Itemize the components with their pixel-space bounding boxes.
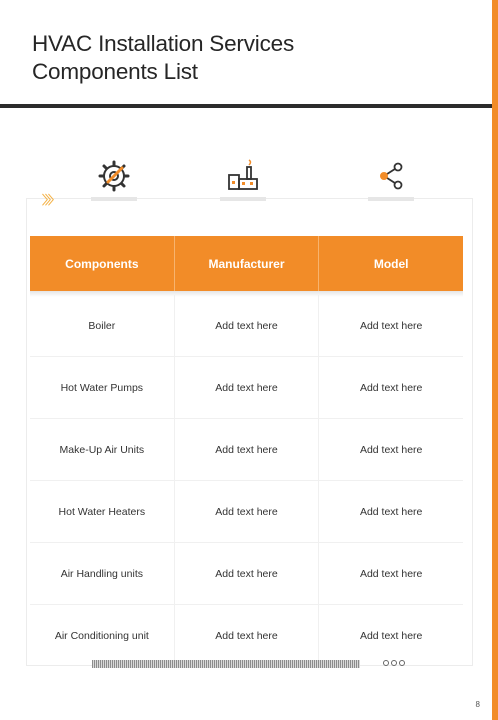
page-number: 8	[475, 700, 480, 709]
table-row	[30, 605, 463, 667]
table-header	[30, 236, 463, 291]
chevrons-icon: 〉〉〉	[42, 193, 58, 207]
manufacturer-cell: Add text here	[175, 419, 320, 480]
share-icon	[368, 157, 414, 201]
table-body	[30, 295, 463, 667]
table-row	[30, 295, 463, 357]
decorative-barcode-strip	[92, 660, 360, 668]
manufacturer-cell: Add text here	[175, 295, 320, 356]
table-row	[30, 543, 463, 605]
title-line-2: Components List	[32, 59, 198, 84]
accent-side-bar	[492, 0, 498, 720]
model-cell: Add text here	[359, 381, 423, 394]
header-components: Components	[30, 236, 175, 291]
manufacturer-cell: Add text here	[175, 543, 320, 604]
header-manufacturer: Manufacturer	[175, 236, 320, 291]
model-cell: Add text here	[359, 319, 423, 332]
title-line-1: HVAC Installation Services	[32, 31, 294, 56]
model-cell: Add text here	[359, 505, 423, 518]
manufacturer-cell: Add text here	[175, 605, 320, 667]
pagination-dots	[383, 660, 405, 666]
manufacturer-cell: Add text here	[175, 481, 320, 542]
model-cell: Add text here	[359, 443, 423, 456]
component-cell: Make-Up Air Units	[30, 419, 175, 480]
header-model: Model	[373, 256, 409, 271]
model-cell: Add text here	[359, 630, 423, 642]
table-row	[30, 357, 463, 419]
component-cell: Air Handling units	[30, 543, 175, 604]
component-cell: Hot Water Heaters	[30, 481, 175, 542]
factory-icon	[220, 157, 266, 201]
component-cell: Boiler	[30, 295, 175, 356]
gear-wrench-icon	[91, 157, 137, 201]
component-cell: Hot Water Pumps	[30, 357, 175, 418]
dot-icon	[391, 660, 397, 666]
table-row	[30, 419, 463, 481]
dot-icon	[399, 660, 405, 666]
table-row	[30, 481, 463, 543]
dot-icon	[383, 660, 389, 666]
page-title	[32, 30, 432, 86]
component-cell: Air Conditioning unit	[30, 605, 175, 667]
title-rule	[0, 104, 492, 108]
manufacturer-cell: Add text here	[175, 357, 320, 418]
model-cell: Add text here	[359, 567, 423, 580]
